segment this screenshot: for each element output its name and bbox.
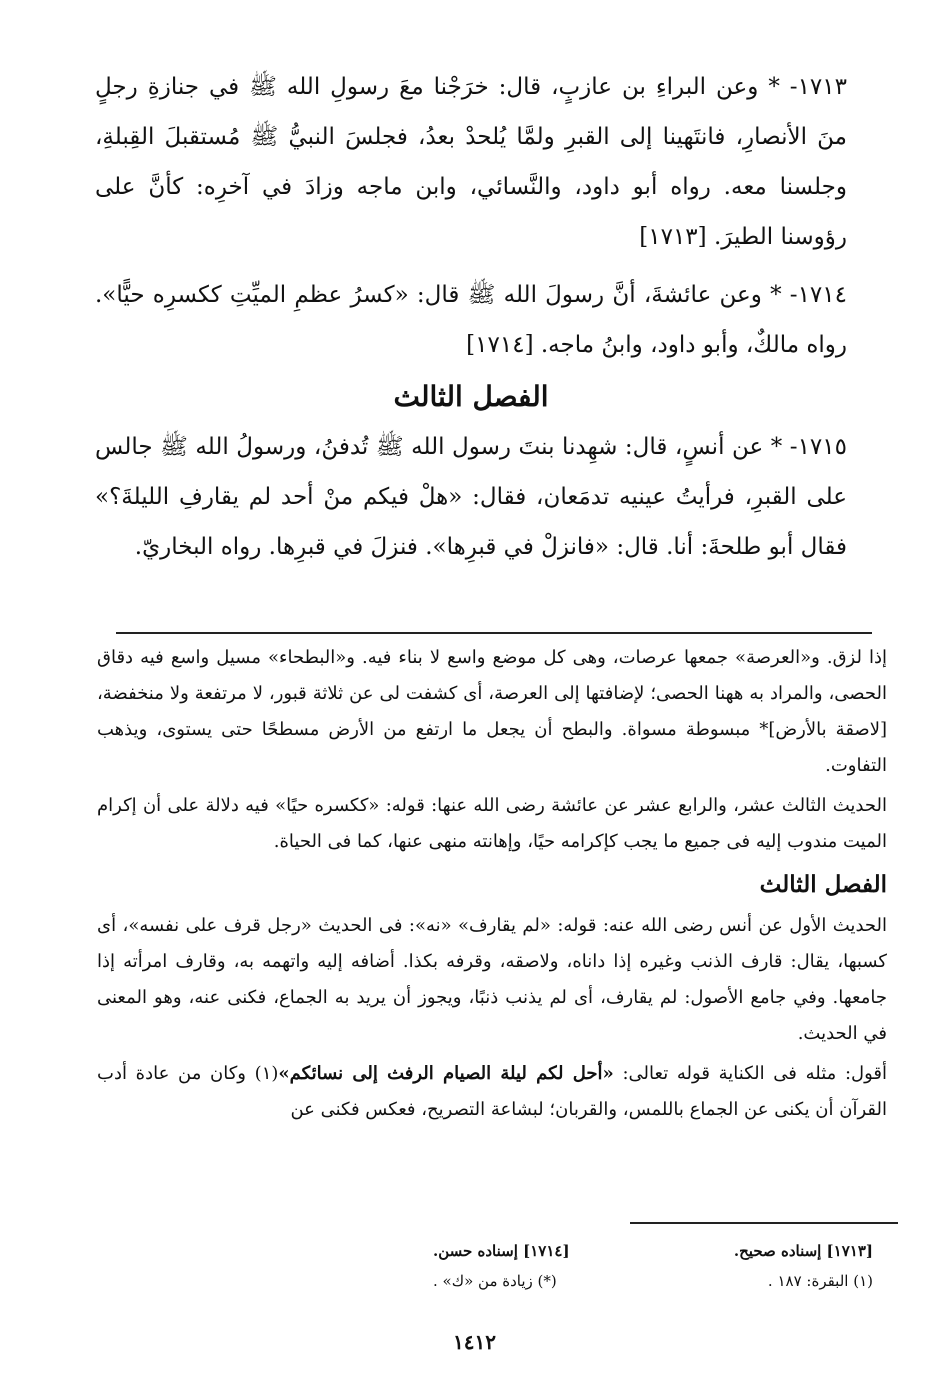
page-number: ١٤١٢ bbox=[453, 1330, 496, 1354]
commentary-paragraph: إذا لزق. و«العرصة» جمعها عرصات، وهى كل موضع واسع لا بناء فيه. و«البطحاء» مسيل واسع فيه دقاق الحصى، والمراد به ههنا الحصى؛ لإضافتها إلى العرصة، أى كشفت لى عن ثلاثة قبور، لا مرتفعة ولا منخفضة، [لاصقة بالأرض]* مبسوطة مسواة. والبطح أن يجعل ما ارتفع من الأرض مسطحًا حتى يستوى، ويذهب التفاوت. bbox=[97, 647, 887, 776]
main-text bbox=[95, 62, 847, 572]
commentary-text: أقول: مثله فى الكناية قوله تعالى: bbox=[613, 1063, 887, 1084]
footnote-row bbox=[433, 1236, 873, 1266]
commentary-text: (١) وكان من عادة أدب القرآن أن يكنى عن الجماع باللمس، والقربان؛ لبشاعة التصريح، فعكس فكنى عن bbox=[97, 1063, 887, 1120]
hadith-1713: ١٧١٣- * وعن البراءِ بن عازبٍ، قال: خرَجْنا معَ رسولِ الله ﷺ في جنازةِ رجلٍ منَ الأنصارِ، فانتَهينا إلى القبرِ ولمَّا يُلحدْ بعدُ، فجلسَ النبيُّ ﷺ مُستقبلَ القِبلةِ، وجلسنا معه. رواه أبو داود، والنَّسائي، وابن ماجه وزادَ في آخرِه: كأنَّ على رؤوسنا الطيرَ. [١٧١٣] bbox=[95, 74, 847, 250]
footnote-1713: [١٧١٣] إسناده صحيح. bbox=[733, 1242, 873, 1260]
commentary-paragraph bbox=[97, 1056, 887, 1128]
main-divider bbox=[116, 632, 872, 634]
commentary-paragraph: الحديث الثالث عشر، والرابع عشر عن عائشة رضى الله عنها: قوله: «ككسره حيًا» فيه دلالة على أن إكرام الميت مندوب إليه فى جميع ما يجب كإكرامه حيًا، وإهانته منهى عنها، كما فى الحياة. bbox=[97, 795, 887, 852]
hadith-1714: ١٧١٤- * وعن عائشةَ، أنَّ رسولَ الله ﷺ قال: «كسرُ عظمِ الميِّتِ ككسرِه حيًّا». رواه مالكٌ، وأبو داود، وابنُ ماجه. [١٧١٤] bbox=[95, 282, 847, 358]
commentary-paragraph: الحديث الأول عن أنس رضى الله عنه: قوله: «لم يقارف» «نه»: فى الحديث «رجل قرف على نفسه»، أى كسبها، يقال: قارف الذنب وغيره إذا داناه، ولاصقه، وقرفه بكذا. أضافه إليه واتهمه به، وقارف امرأته إذا جامعها. وفي جامع الأصول: لم يقارف، أى لم يذنب ذنبًا، ويجوز أن يريد به الجماع، فكنى عنه، وهو المعنى في الحديث. bbox=[97, 915, 887, 1044]
commentary-section-title: الفصل الثالث bbox=[759, 871, 887, 898]
commentary bbox=[97, 640, 887, 1132]
footnote-1: (١) البقرة: ١٨٧ . bbox=[767, 1272, 873, 1290]
quran-quote: «أحل لكم ليلة الصيام الرفث إلى نسائكم» bbox=[278, 1063, 614, 1084]
footnote-1714: [١٧١٤] إسناده حسن. bbox=[433, 1242, 570, 1260]
footnote-divider bbox=[630, 1222, 898, 1224]
footnotes bbox=[433, 1236, 873, 1296]
footnote-row bbox=[433, 1266, 873, 1296]
footnote-star: (*) زيادة من «ك» . bbox=[433, 1272, 557, 1290]
hadith-1715: ١٧١٥- * عن أنسٍ، قال: شهِدنا بنتَ رسول الله ﷺ تُدفنُ، ورسولُ الله ﷺ جالس على القبرِ، فرأيتُ عينيه تدمَعان، فقال: «هلْ فيكم منْ أحد لم يقارفِ الليلةَ؟» فقال أبو طلحةَ: أنا. قال: «فانزلْ في قبرِها». فنزلَ في قبرِها. رواه البخاريّ. bbox=[95, 434, 847, 560]
section-title: الفصل الثالث bbox=[393, 380, 549, 413]
